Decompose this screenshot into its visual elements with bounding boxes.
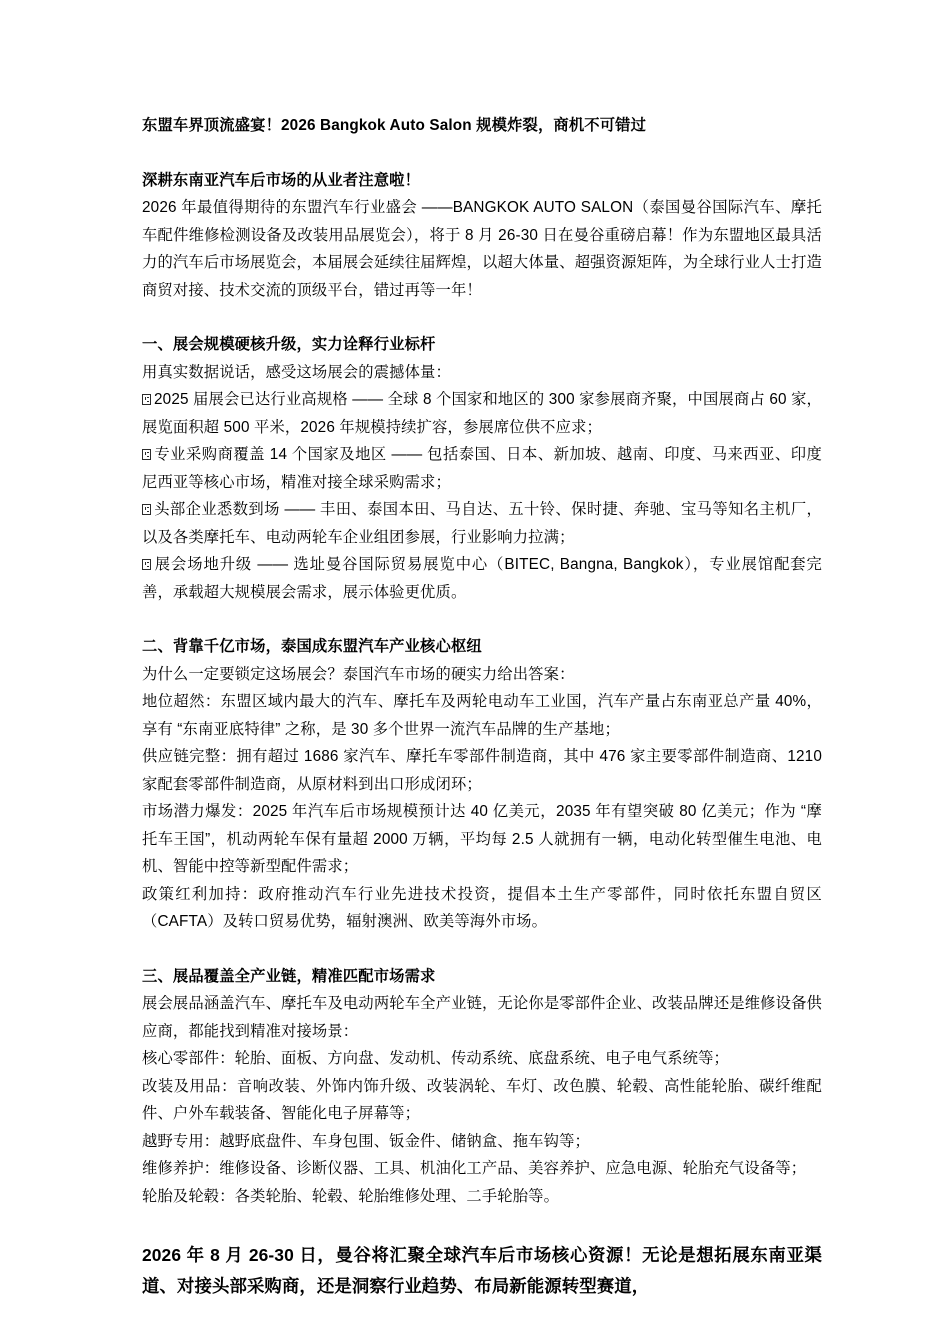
- section-1-bullet-2-text: 专业采购商覆盖 14 个国家及地区 —— 包括泰国、日本、新加坡、越南、印度、马来西亚、印度尼西亚等核心市场，精准对接全球采购需求；: [142, 446, 822, 491]
- section-2-heading: 二、背靠千亿市场，泰国成东盟汽车产业核心枢纽: [142, 638, 482, 655]
- section-1-bullet-2: [142, 441, 822, 496]
- spacer-after-title: [142, 140, 822, 167]
- notdef-box-icon: [142, 559, 151, 570]
- section-1-intro: 用真实数据说话，感受这场展会的震撼体量：: [142, 363, 451, 381]
- spacer-before-section-1: [142, 304, 822, 331]
- section-3-intro: 展会展品涵盖汽车、摩托车及电动两轮车全产业链，无论你是零部件企业、改装品牌还是维修设备供应商，都能找到精准对接场景：: [142, 995, 822, 1040]
- section-3-item-2: 改装及用品：音响改装、外饰内饰升级、改装涡轮、车灯、改色膜、轮毂、高性能轮胎、碳纤维配件、户外车载装备、智能化电子屏幕等；: [142, 1077, 822, 1122]
- closing-paragraph: 2026 年 8 月 26-30 日，曼谷将汇聚全球汽车后市场核心资源！无论是想拓展东南亚渠道、对接头部采购商，还是洞察行业趋势、布局新能源转型赛道，: [142, 1245, 822, 1296]
- notdef-box-icon: [142, 504, 151, 515]
- spacer-before-section-3: [142, 936, 822, 963]
- notdef-box-icon: [142, 394, 151, 405]
- section-2-item-2: 供应链完整：拥有超过 1686 家汽车、摩托车零部件制造商，其中 476 家主要零部件制造商、1210 家配套零部件制造商，从原材料到出口形成闭环；: [142, 748, 822, 793]
- section-2-item-3: 市场潜力爆发：2025 年汽车后市场规模预计达 40 亿美元，2035 年有望突破 80 亿美元；作为 “摩托车王国”，机动两轮车保有量超 2000 万辆，平均每 2.5 人就拥有一辆，电动化转型催生电池、电机、智能中控等新型配件需求；: [142, 803, 822, 875]
- section-3-item-5: 轮胎及轮毂：各类轮胎、轮毂、轮胎维修处理、二手轮胎等。: [142, 1187, 560, 1205]
- document-lead: 深耕东南亚汽车后市场的从业者注意啦！: [142, 171, 421, 189]
- section-1-bullet-3-text: 头部企业悉数到场 —— 丰田、泰国本田、马自达、五十铃、保时捷、奔驰、宝马等知名主机厂，以及各类摩托车、电动两轮车企业组团参展，行业影响力拉满；: [142, 501, 822, 546]
- document-intro: 2026 年最值得期待的东盟汽车行业盛会 ——BANGKOK AUTO SALON（泰国曼谷国际汽车、摩托车配件维修检测设备及改装用品展览会），将于 8 月 26-30 日在曼谷重磅启幕！作为东盟地区最具活力的汽车后市场展览会，本届展会延续往届辉煌，以超大体量、超强资源矩阵，为全球行业人士打造商贸对接、技术交流的顶级平台，错过再等一年！: [142, 199, 822, 299]
- section-2-item-1: 地位超然：东盟区域内最大的汽车、摩托车及两轮电动车工业国，汽车产量占东南亚总产量 40%，享有 “东南亚底特律” 之称，是 30 多个世界一流汽车品牌的生产基地；: [142, 693, 822, 738]
- spacer-before-section-2: [142, 606, 822, 633]
- section-1-heading: 一、展会规模硬核升级，实力诠释行业标杆: [142, 336, 436, 353]
- section-3-item-3: 越野专用：越野底盘件、车身包围、钣金件、储钠盒、拖车钩等；: [142, 1132, 590, 1150]
- document-body: [142, 112, 822, 1302]
- section-3-item-1: 核心零部件：轮胎、面板、方向盘、发动机、传动系统、底盘系统、电子电气系统等；: [142, 1050, 729, 1067]
- section-3-item-4: 维修养护：维修设备、诊断仪器、工具、机油化工产品、美容养护、应急电源、轮胎充气设备等；: [142, 1160, 807, 1177]
- spacer-before-closing: [142, 1210, 822, 1240]
- section-3-heading: 三、展品覆盖全产业链，精准匹配市场需求: [142, 967, 436, 985]
- section-1-bullet-1-text: 2025 届展会已达行业高规格 —— 全球 8 个国家和地区的 300 家参展商齐聚，中国展商占 60 家，展览面积超 500 平米，2026 年规模持续扩容，参展席位供不应求；: [142, 391, 822, 436]
- section-1-bullet-4: [142, 551, 822, 606]
- section-1-bullet-3: [142, 496, 822, 551]
- section-1-bullet-4-text: 展会场地升级 —— 选址曼谷国际贸易展览中心（BITEC, Bangna, Bangkok），专业展馆配套完善，承载超大规模展会需求，展示体验更优质。: [142, 556, 822, 601]
- document-title: 东盟车界顶流盛宴！2026 Bangkok Auto Salon 规模炸裂，商机不可错过: [142, 117, 647, 134]
- section-2-item-4: 政策红利加持：政府推动汽车行业先进技术投资，提倡本土生产零部件，同时依托东盟自贸区（CAFTA）及转口贸易优势，辐射澳洲、欧美等海外市场。: [142, 885, 822, 930]
- section-1-bullet-1: [142, 386, 822, 441]
- notdef-box-icon: [142, 449, 151, 460]
- section-2-intro: 为什么一定要锁定这场展会？泰国汽车市场的硬实力给出答案：: [142, 665, 575, 683]
